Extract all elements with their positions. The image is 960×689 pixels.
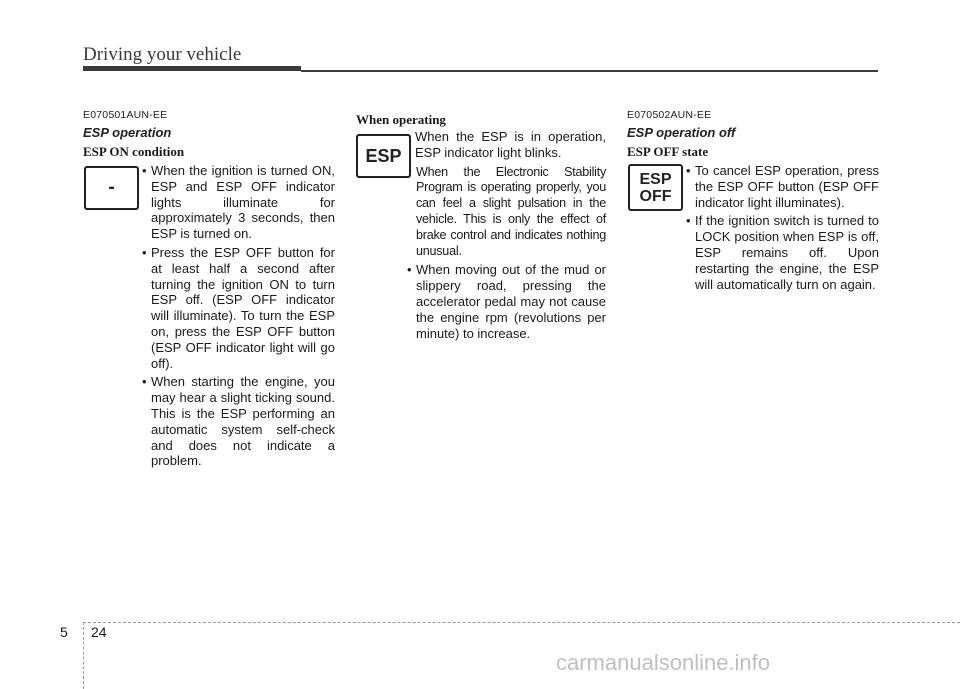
column-esp-operation	[83, 100, 335, 472]
section-code: E070501AUN-EE	[83, 109, 168, 121]
bullet-item: • If the ignition switch is turned to LOCK position when ESP is off, ESP remains off. Upon restarting the engine, the ESP will automatically turn on again.	[683, 213, 879, 292]
title-rule-thick	[83, 66, 301, 71]
bullet-item: • When the ignition is turned ON, ESP and ESP OFF indicator lights illuminate for approximately 3 seconds, then ESP is turned on.	[139, 163, 335, 242]
bullet-item: • When the Electronic Stability Program is operating properly, you can feel a slight pulsation in the vehicle. This is only the effect of brake control and indicates nothing unusual.	[404, 165, 606, 260]
title-rule-thin	[301, 70, 878, 72]
bullet-item: • When moving out of the mud or slippery road, pressing the accelerator pedal may not cause the engine rpm (revolutions per minute) to increase.	[404, 262, 606, 341]
subheading: When operating	[356, 112, 446, 127]
bullet-item: • To cancel ESP operation, press the ESP OFF button (ESP OFF indicator light illuminates).	[683, 163, 879, 210]
bullet-item: • Press the ESP OFF button for at least half a second after turning the ignition ON to turn ESP off. (ESP OFF indicator will illuminate). To turn the ESP on, press the ESP OFF button (ESP OFF indicator light will go off).	[139, 245, 335, 371]
footer-rule	[83, 622, 960, 623]
esp-indicator-icon	[356, 134, 411, 178]
bullet-list	[683, 163, 879, 292]
section-title: Driving your vehicle	[83, 44, 242, 65]
section-code: E070502AUN-EE	[627, 109, 712, 121]
footer-vertical-rule	[83, 622, 84, 689]
indicator-lamp-label: ESP	[365, 145, 402, 166]
indicator-lamp-label: -	[108, 177, 115, 198]
chapter-number: 5	[60, 624, 68, 640]
section-heading: ESP operation	[83, 125, 172, 140]
bullet-list	[139, 163, 335, 469]
bullet-list	[404, 165, 606, 342]
subheading: ESP OFF state	[627, 144, 709, 159]
page-number: 24	[91, 624, 107, 640]
esp-off-indicator-icon	[628, 164, 683, 211]
indicator-lamp-dash-icon	[84, 166, 139, 210]
watermark: carmanualsonline.info	[556, 650, 771, 675]
subheading: ESP ON condition	[83, 144, 185, 159]
indicator-lamp-line1: ESP	[639, 170, 672, 188]
bullet-item: • When starting the engine, you may hear a slight ticking sound. This is the ESP performing an automatic system self-check and does not indicate a problem.	[139, 374, 335, 469]
column-body	[415, 129, 606, 161]
section-heading: ESP operation off	[627, 125, 736, 140]
intro-paragraph: When the ESP is in operation, ESP indicator light blinks.	[415, 129, 606, 160]
indicator-lamp-line2: OFF	[639, 187, 672, 205]
